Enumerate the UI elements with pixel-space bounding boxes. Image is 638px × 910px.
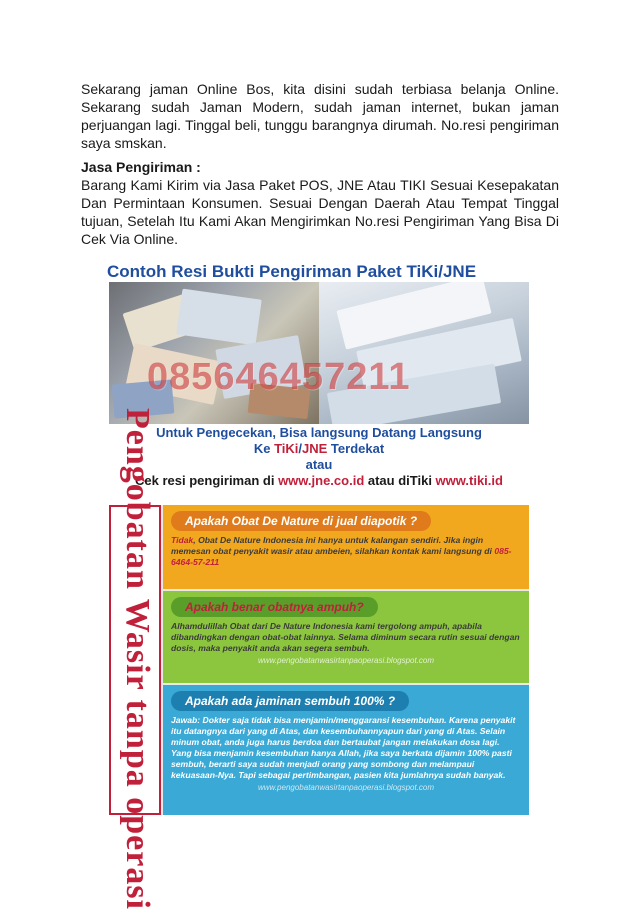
tiki-link[interactable]: www.tiki.id <box>435 473 503 488</box>
check-line-1: Untuk Pengecekan, Bisa langsung Datang Langsung <box>156 425 482 440</box>
banner-side-title: Pengobatan Wasir tanpa operasi <box>109 505 161 815</box>
faq-box-2 <box>163 591 529 683</box>
check-instructions <box>90 425 548 489</box>
shipping-text: Barang Kami Kirim via Jasa Paket POS, JNE Atau TIKI Sesuai Kesepakatan Dan Permintaan Konsumen. Sesuai Dengan Daerah Atau Tempat Tinggal tujuan, Setelah Itu Kami Akan Mengirimkan No.resi Pengiriman Yang Bisa Di Cek Via Online. <box>81 177 559 247</box>
faq-question-2: Apakah benar obatnya ampuh? <box>171 597 378 617</box>
banner-url-3: www.pengobatanwasirtanpaoperasi.blogspot.com <box>257 783 435 792</box>
receipt-stack-photo <box>109 282 319 424</box>
faq-answer-1: Tidak, Obat De Nature Indonesia ini hanya untuk kalangan sendiri. Jika ingin memesan obat penyakit wasir atau ambeien, silahkan kontak kami langsung di 085-6464-57-211 <box>171 535 512 567</box>
check-line-4: Cek resi pengiriman di www.jne.co.id atau diTiki www.tiki.id <box>135 473 503 488</box>
shipping-paragraph <box>81 158 559 248</box>
faq-box-1 <box>163 505 529 589</box>
photo-phone-watermark: 085646457211 <box>147 356 411 398</box>
faq-question-3: Apakah ada jaminan sembuh 100% ? <box>171 691 409 711</box>
receipt-slips-photo <box>319 282 529 424</box>
banner-url-2: www.pengobatanwasirtanpaoperasi.blogspot.com <box>257 656 435 665</box>
intro-paragraph: Sekarang jaman Online Bos, kita disini sudah terbiasa belanja Online. Sekarang sudah Jaman Modern, sudah jaman internet, bukan jaman perjuangan lagi. Tinggal beli, tunggu barangnya dirumah. No.resi pengiriman saya smskan. <box>81 81 559 151</box>
faq-answer-3: Jawab: Dokter saja tidak bisa menjamin/menggaransi kesembuhan. Karena penyakit itu datangnya dari yang di Atas, dan kesembuhannyapun dari yang di Atas. Selain minum obat, anda juga harus berdoa dan bertaubat jangan melakukan dosa lagi. Yang bisa menjamin kesembuhan hanya Allah, jika saya berkata dijamin 100% pasti sembuh, berarti saya sudah menjadi orang yang sombong dan melampaui kekuasaan-Nya. Tapi sebagai pertimbangan, pasien kita jumlahnya sudah banyak. <box>171 715 516 780</box>
jne-link[interactable]: www.jne.co.id <box>278 473 365 488</box>
faq-answer-2: Alhamdulillah Obat dari De Nature Indonesia kami tergolong ampuh, apabila dibandingkan dengan obat-obat lainnya. Selama diminum secara rutin sesuai dengan dosis, maka penyakit anda akan segera sembuh. <box>171 621 520 653</box>
faq-question-1: Apakah Obat De Nature di jual diapotik ? <box>171 511 431 531</box>
check-line-3: atau <box>305 457 333 472</box>
example-title: Contoh Resi Bukti Pengiriman Paket TiKi/JNE <box>107 262 477 281</box>
check-line-2: Ke TiKi/JNE Terdekat <box>253 441 385 456</box>
shipping-heading: Jasa Pengiriman : <box>81 159 201 175</box>
faq-box-3 <box>163 685 529 815</box>
receipt-photo <box>109 282 529 424</box>
